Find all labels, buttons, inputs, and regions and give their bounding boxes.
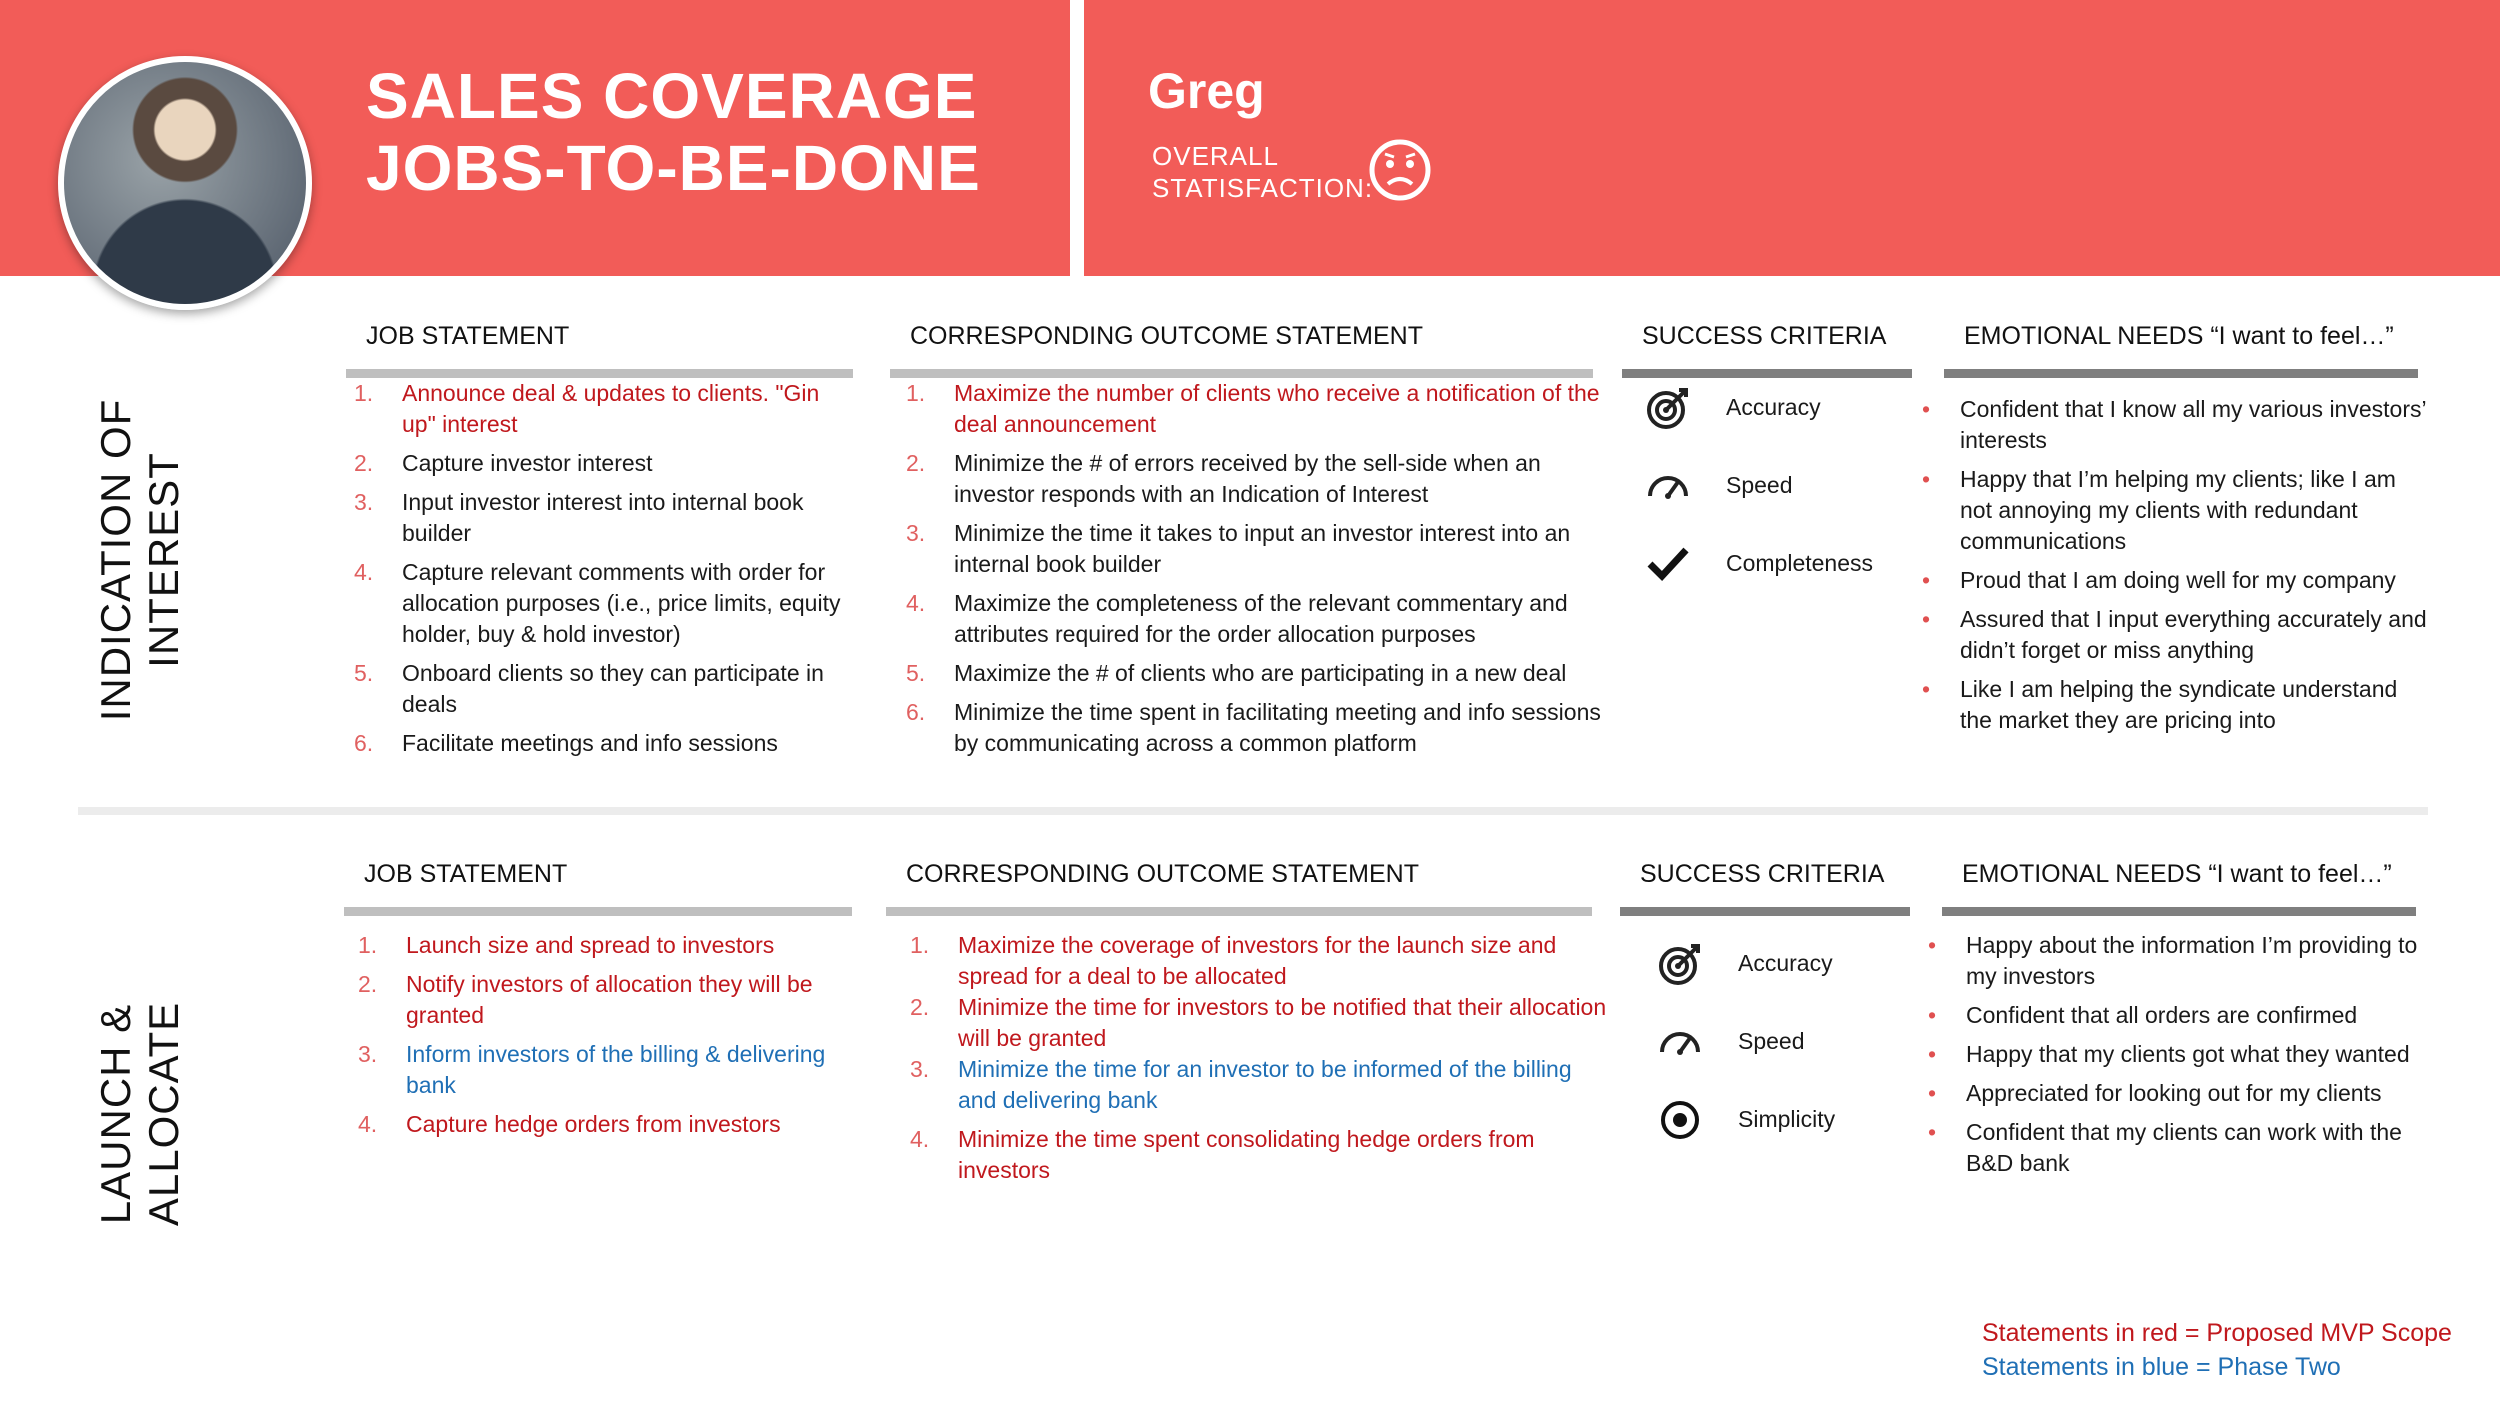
list-item [910,930,1610,992]
bullet-icon: • [1928,1080,1937,1106]
overall-satisfaction-label [1152,140,1373,204]
item-text: Maximize the # of clients who are participating in a new deal [954,660,1567,686]
speedometer-icon [1646,464,1690,508]
list-item [1912,394,2432,456]
list-item [354,557,844,650]
bullet-icon: • [1928,1041,1937,1067]
outcome-statement-header [890,322,1593,362]
job-statement-header-label: JOB STATEMENT [366,322,570,350]
item-number: 2. [354,450,374,476]
item-text: Maximize the number of clients who receive a notification of the deal announcement [954,380,1600,437]
target-icon [1658,942,1702,986]
item-text: Minimize the time for an investor to be informed of the billing and delivering bank [958,1056,1572,1113]
bullet-icon: • [1928,1119,1937,1145]
job-statement-list [354,378,844,767]
bullet-icon: • [1922,466,1931,492]
list-item [1918,1117,2438,1179]
emotional-needs-header [1944,322,2418,362]
list-item [1912,565,2432,596]
page-title [366,60,981,204]
criteria-label: Simplicity [1738,1106,1836,1132]
section-label-indication-of-interest [92,350,188,770]
list-item [910,1124,1610,1186]
item-text: Notify investors of allocation they will be granted [406,971,813,1028]
title-line-1: SALES COVERAGE [366,60,978,132]
checkmark-icon [1646,542,1690,586]
list-item [906,658,1606,689]
emotional-needs-header [1942,860,2416,900]
criteria-label: Speed [1726,472,1793,498]
item-text: Minimize the time for investors to be notified that their allocation will be granted [958,994,1607,1051]
item-text: Input investor interest into internal book builder [402,489,804,546]
item-number: 2. [910,994,930,1020]
bullet-icon: • [1928,932,1937,958]
item-number: 1. [354,380,374,406]
section-label-line-2: INTEREST [140,452,187,668]
header-bar [1622,369,1912,378]
list-item [358,1109,848,1140]
job-statement-header [344,860,852,900]
list-item [906,448,1606,510]
item-text: Minimize the time spent in facilitating meeting and info sessions by communicating across a common platform [954,699,1601,756]
list-item [354,448,844,479]
item-number: 4. [910,1126,930,1152]
outcome-statement-header [886,860,1592,900]
item-number: 5. [354,660,374,686]
item-text: Happy that my clients got what they wanted [1966,1041,2410,1067]
section-label-line-2: ALLOCATE [140,1001,187,1227]
item-text: Capture investor interest [402,450,653,476]
job-statement-list [358,930,848,1148]
list-item [1918,930,2438,992]
item-number: 3. [906,520,926,546]
list-item [1918,1078,2438,1109]
item-text: Happy about the information I’m providing to my investors [1966,932,2418,989]
item-text: Confident that all orders are confirmed [1966,1002,2358,1028]
list-item [358,930,848,961]
success-criteria-header-label: SUCCESS CRITERIA [1640,860,1885,888]
item-text: Minimize the time spent consolidating hedge orders from investors [958,1126,1535,1183]
item-text: Onboard clients so they can participate in deals [402,660,824,717]
criteria-item [1658,1020,1958,1060]
criteria-item [1646,464,1946,504]
legend [1982,1316,2452,1384]
list-item [1912,464,2432,557]
item-text: Minimize the # of errors received by the sell-side when an investor responds with an Indication of Interest [954,450,1541,507]
header-bar [344,907,852,916]
speedometer-icon [1658,1020,1702,1064]
success-criteria-header [1622,322,1912,362]
bullet-icon: • [1922,676,1931,702]
item-text: Launch size and spread to investors [406,932,775,958]
section-label-line-1: LAUNCH & [92,1003,139,1225]
job-statement-header-label: JOB STATEMENT [364,860,568,888]
list-item [1918,1039,2438,1070]
item-number: 3. [910,1056,930,1082]
job-statement-header [346,322,853,362]
list-item [910,1054,1610,1116]
list-item [906,588,1606,650]
persona-name: Greg [1148,63,1265,119]
list-item [358,969,848,1031]
satisfaction-line-1: OVERALL [1152,141,1279,171]
criteria-item [1658,942,1958,982]
header-bar [886,907,1592,916]
item-text: Like I am helping the syndicate understand the market they are pricing into [1960,676,2398,733]
legend-red: Statements in red = Proposed MVP Scope [1982,1319,2452,1347]
criteria-item [1646,542,1946,582]
item-text: Maximize the coverage of investors for the launch size and spread for a deal to be allocated [958,932,1557,989]
item-number: 4. [354,559,374,585]
item-text: Proud that I am doing well for my company [1960,567,2396,593]
header-right-panel [1084,0,2500,276]
section-label-launch-allocate [92,904,188,1324]
item-text: Minimize the time it takes to input an investor interest into an internal book builder [954,520,1571,577]
list-item [1912,674,2432,736]
satisfaction-line-2: STATISFACTION: [1152,173,1374,203]
item-number: 2. [906,450,926,476]
section-divider [78,807,2428,815]
criteria-item [1646,386,1946,426]
emotional-needs-header-label: EMOTIONAL NEEDS “I want to feel…” [1962,860,2392,888]
header-bar [346,369,853,378]
list-item [354,378,844,440]
item-text: Assured that I input everything accurately and didn’t forget or miss anything [1960,606,2427,663]
sad-face-icon [1368,138,1432,202]
item-number: 4. [906,590,926,616]
item-number: 6. [906,699,926,725]
item-text: Confident that my clients can work with the B&D bank [1966,1119,2402,1176]
list-item [354,487,844,549]
target-icon [1646,386,1690,430]
criteria-item [1658,1098,1958,1138]
criteria-label: Speed [1738,1028,1805,1054]
criteria-label: Accuracy [1726,394,1821,420]
list-item [354,728,844,759]
header-bar [1942,907,2416,916]
item-number: 1. [906,380,926,406]
emotional-needs-list [1918,930,2438,1187]
list-item [906,697,1606,759]
emotional-needs-header-label: EMOTIONAL NEEDS “I want to feel…” [1964,322,2394,350]
item-text: Capture hedge orders from investors [406,1111,781,1137]
success-criteria-header [1620,860,1910,900]
item-text: Announce deal & updates to clients. "Gin up" interest [402,380,820,437]
item-number: 3. [358,1041,378,1067]
legend-blue: Statements in blue = Phase Two [1982,1353,2341,1381]
header-bar [1620,907,1910,916]
item-number: 5. [906,660,926,686]
bullseye-dot-icon [1658,1098,1702,1142]
persona-avatar [58,56,312,310]
list-item [1912,604,2432,666]
emotional-needs-list [1912,394,2432,744]
item-text: Appreciated for looking out for my clients [1966,1080,2382,1106]
header-bar [890,369,1593,378]
item-text: Confident that I know all my various investors’ interests [1960,396,2426,453]
list-item [1918,1000,2438,1031]
item-number: 6. [354,730,374,756]
item-text: Maximize the completeness of the relevant commentary and attributes required for the order allocation purposes [954,590,1568,647]
item-number: 1. [358,932,378,958]
outcome-statement-header-label: CORRESPONDING OUTCOME STATEMENT [906,860,1419,888]
list-item [906,378,1606,440]
bullet-icon: • [1922,396,1931,422]
item-text: Inform investors of the billing & delivering bank [406,1041,826,1098]
header-bar [1944,369,2418,378]
criteria-label: Completeness [1726,550,1874,576]
list-item [906,518,1606,580]
item-number: 3. [354,489,374,515]
item-text: Facilitate meetings and info sessions [402,730,778,756]
outcome-statement-header-label: CORRESPONDING OUTCOME STATEMENT [910,322,1423,350]
criteria-label: Accuracy [1738,950,1833,976]
outcome-statement-list [910,930,1610,1194]
item-number: 1. [910,932,930,958]
list-item [910,992,1610,1054]
bullet-icon: • [1922,567,1931,593]
outcome-statement-list [906,378,1606,767]
item-text: Happy that I’m helping my clients; like I am not annoying my clients with redundant communications [1960,466,2396,554]
list-item [354,658,844,720]
item-text: Capture relevant comments with order for allocation purposes (i.e., price limits, equity holder, buy & hold investor) [402,559,841,647]
item-number: 2. [358,971,378,997]
success-criteria-header-label: SUCCESS CRITERIA [1642,322,1887,350]
title-line-2: JOBS-TO-BE-DONE [366,132,981,204]
list-item [358,1039,848,1101]
bullet-icon: • [1922,606,1931,632]
bullet-icon: • [1928,1002,1937,1028]
section-label-line-1: INDICATION OF [92,398,139,722]
item-number: 4. [358,1111,378,1137]
